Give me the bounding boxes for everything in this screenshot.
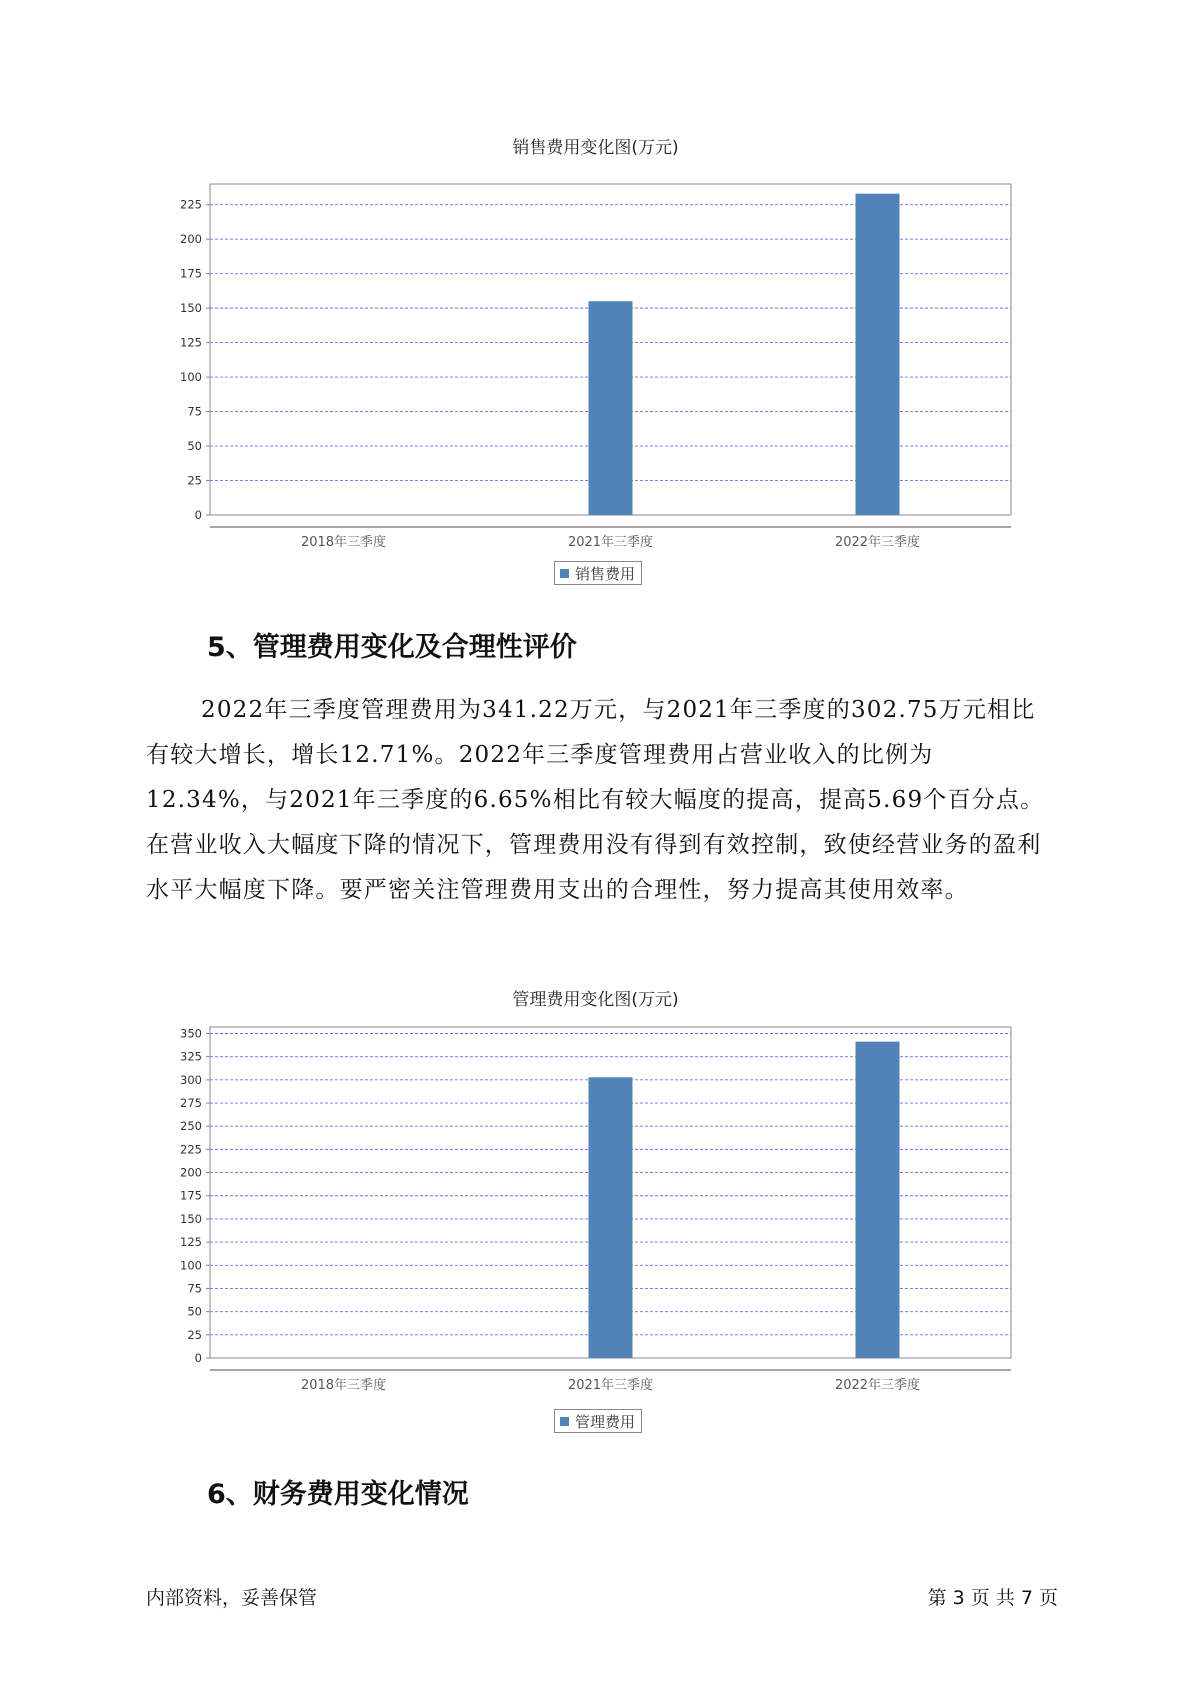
y-tick-label: 125 bbox=[180, 1235, 202, 1250]
y-tick-label: 0 bbox=[194, 508, 202, 522]
y-tick-label: 25 bbox=[187, 473, 202, 488]
y-tick-label: 200 bbox=[180, 232, 202, 247]
legend-swatch bbox=[560, 1417, 569, 1426]
y-tick-label: 175 bbox=[180, 266, 202, 281]
section-heading-6: 6、财务费用变化情况 bbox=[207, 1479, 469, 1510]
y-tick-label: 100 bbox=[180, 370, 202, 385]
section-heading-5: 5、管理费用变化及合理性评价 bbox=[207, 632, 577, 663]
x-category-label: 2022年三季度 bbox=[834, 535, 921, 550]
y-tick-label: 75 bbox=[187, 404, 202, 419]
legend-label-admin: 管理费用 bbox=[575, 1412, 636, 1431]
y-tick-label: 225 bbox=[180, 197, 202, 212]
bar-2022年三季度 bbox=[856, 1042, 900, 1358]
footer-page-number: 第 3 页 共 7 页 bbox=[927, 1587, 1058, 1609]
section-5-paragraph: 2022年三季度管理费用为341.22万元，与2021年三季度的302.75万元相比有较大增长，增长12.71%。2022年三季度管理费用占营业收入的比例为12.34%，与2021年三季度的6.65%相比有较大幅度的提高，提高5.69个百分点。在营业收入大幅度下降的情况下，管理费用没有得到有效控制，致使经营业务的盈利水平大幅度下降。要严密关注管理费用支出的合理性，努力提高其使用效率。 bbox=[146, 697, 1045, 903]
y-tick-label: 100 bbox=[180, 1258, 202, 1273]
y-tick-label: 325 bbox=[180, 1049, 202, 1064]
y-tick-label: 25 bbox=[187, 1327, 202, 1342]
y-tick-label: 225 bbox=[180, 1142, 202, 1157]
y-tick-label: 150 bbox=[180, 301, 202, 316]
chart-title-sales: 销售费用变化图(万元) bbox=[512, 138, 679, 158]
chart-legend-admin bbox=[554, 1409, 642, 1433]
y-tick-label: 50 bbox=[187, 1304, 202, 1319]
y-tick-label: 250 bbox=[180, 1119, 202, 1134]
x-category-label: 2022年三季度 bbox=[834, 1378, 921, 1393]
chart-title-admin: 管理费用变化图(万元) bbox=[512, 990, 679, 1010]
y-tick-label: 275 bbox=[180, 1096, 202, 1111]
x-category-label: 2021年三季度 bbox=[567, 1378, 654, 1393]
y-tick-label: 175 bbox=[180, 1188, 202, 1203]
y-tick-label: 350 bbox=[180, 1026, 202, 1041]
footer-confidential: 内部资料，妥善保管 bbox=[146, 1587, 318, 1609]
legend-label-sales: 销售费用 bbox=[575, 564, 636, 583]
y-tick-label: 50 bbox=[187, 439, 202, 454]
y-tick-label: 125 bbox=[180, 335, 202, 350]
y-tick-label: 200 bbox=[180, 1165, 202, 1180]
y-tick-label: 150 bbox=[180, 1211, 202, 1226]
y-tick-label: 300 bbox=[180, 1072, 202, 1087]
x-category-label: 2018年三季度 bbox=[300, 535, 387, 550]
x-category-label: 2018年三季度 bbox=[300, 1378, 387, 1393]
y-tick-label: 0 bbox=[194, 1351, 202, 1365]
bar-2021年三季度 bbox=[589, 1077, 633, 1358]
x-category-label: 2021年三季度 bbox=[567, 535, 654, 550]
y-tick-label: 75 bbox=[187, 1281, 202, 1296]
